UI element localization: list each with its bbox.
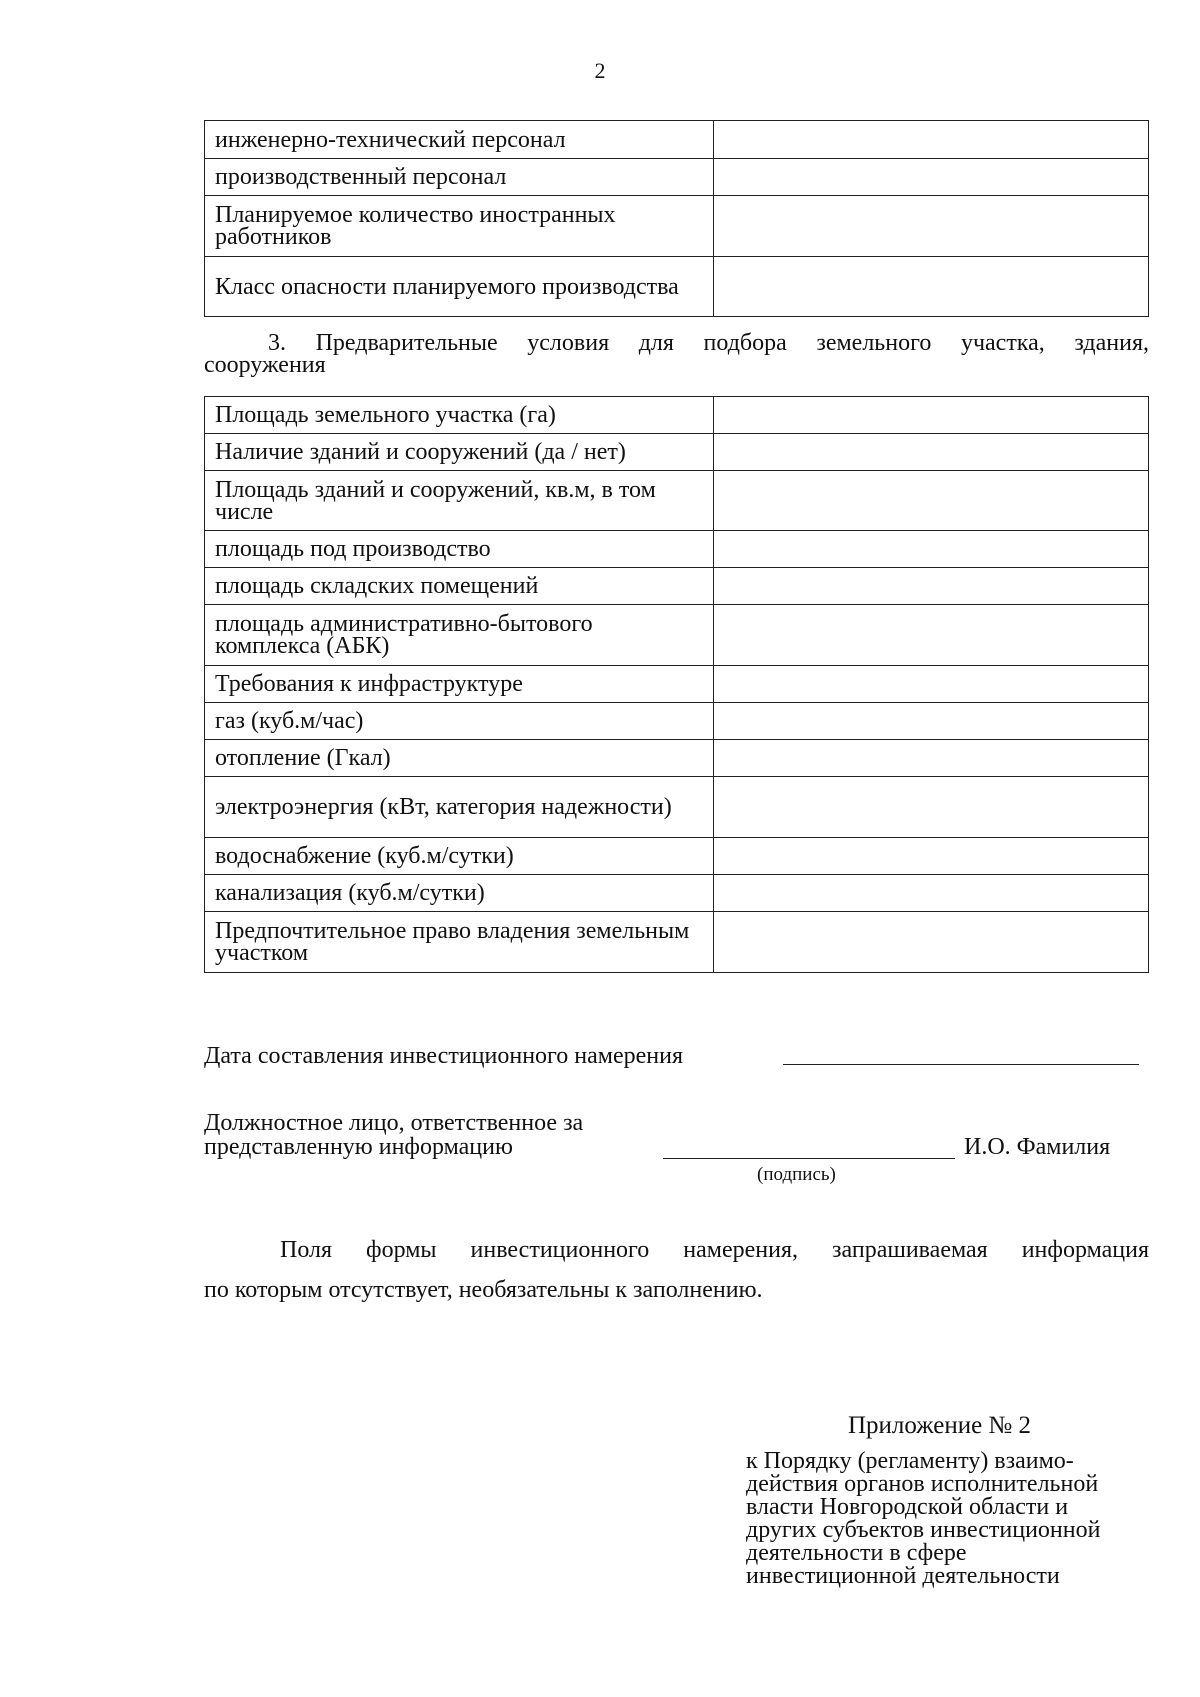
appendix-line: инвестиционной деятельности (746, 1563, 1060, 1589)
row-value-cell[interactable] (714, 605, 1149, 666)
row-label: инженерно-технический персонал (205, 121, 714, 159)
row-value-cell[interactable] (714, 838, 1149, 875)
date-input-line[interactable] (783, 1064, 1139, 1065)
table-row (205, 666, 1149, 703)
row-label: площадь складских помещений (205, 568, 714, 605)
row-label: Площадь земельного участка (га) (205, 397, 714, 434)
row-label: Площадь зданий и сооружений, кв.м, в том числе (205, 471, 714, 531)
row-value-cell[interactable] (714, 257, 1149, 317)
note-line1: Поля формы инвестиционного намерения, запрашиваемая информация (280, 1237, 1149, 1263)
table-row (205, 777, 1149, 838)
table-row (205, 703, 1149, 740)
row-label: Класс опасности планируемого производства (205, 257, 714, 317)
official-label-line2: представленную информацию (204, 1134, 513, 1160)
row-label: канализация (куб.м/сутки) (205, 875, 714, 912)
row-label: площадь под производство (205, 531, 714, 568)
appendix-line: деятельности в сфере (746, 1540, 967, 1566)
section-3-heading (204, 332, 1149, 376)
signature-line[interactable] (663, 1158, 955, 1159)
land-conditions-table (204, 396, 1149, 973)
row-value-cell[interactable] (714, 397, 1149, 434)
row-value-cell[interactable] (714, 703, 1149, 740)
row-label: производственный персонал (205, 159, 714, 196)
row-label: Предпочтительное право владения земельным участком (205, 912, 714, 973)
table-row (205, 912, 1149, 973)
row-label: Наличие зданий и сооружений (да / нет) (205, 434, 714, 471)
appendix-body (746, 1450, 1156, 1588)
note-line2: по которым отсутствует, необязательны к заполнению. (204, 1277, 763, 1303)
row-label: отопление (Гкал) (205, 740, 714, 777)
appendix-line: других субъектов инвестиционной (746, 1517, 1101, 1543)
row-value-cell[interactable] (714, 159, 1149, 196)
table-row (205, 531, 1149, 568)
row-value-cell[interactable] (714, 666, 1149, 703)
table-row (205, 838, 1149, 875)
table-row (205, 434, 1149, 471)
table-row (205, 875, 1149, 912)
row-label: площадь административно-бытового комплекса (АБК) (205, 605, 714, 666)
table-row (205, 397, 1149, 434)
table-row (205, 740, 1149, 777)
date-label: Дата составления инвестиционного намерения (204, 1043, 683, 1069)
row-label: Планируемое количество иностранных работников (205, 196, 714, 257)
section-3-heading-line1: 3. Предварительные условия для подбора земельного участка, здания, (268, 330, 1149, 356)
table-row (205, 159, 1149, 196)
official-name: И.О. Фамилия (964, 1134, 1111, 1160)
section-3-heading-line2: сооружения (204, 352, 326, 378)
row-value-cell[interactable] (714, 912, 1149, 973)
optional-fields-note (204, 1230, 1149, 1310)
table-row (205, 471, 1149, 531)
table-row (205, 605, 1149, 666)
row-label: водоснабжение (куб.м/сутки) (205, 838, 714, 875)
row-value-cell[interactable] (714, 777, 1149, 838)
table-row (205, 257, 1149, 317)
official-label-line1: Должностное лицо, ответственное за (204, 1110, 584, 1136)
row-value-cell[interactable] (714, 434, 1149, 471)
row-value-cell[interactable] (714, 196, 1149, 257)
row-value-cell[interactable] (714, 471, 1149, 531)
table-row (205, 196, 1149, 257)
table-row (205, 568, 1149, 605)
row-value-cell[interactable] (714, 531, 1149, 568)
appendix-line: к Порядку (регламенту) взаимо- (746, 1448, 1074, 1474)
appendix-title: Приложение № 2 (848, 1412, 1032, 1439)
signature-caption: (подпись) (757, 1164, 836, 1185)
appendix-line: власти Новгородской области и (746, 1494, 1069, 1520)
row-value-cell[interactable] (714, 875, 1149, 912)
row-value-cell[interactable] (714, 121, 1149, 159)
row-label: газ (куб.м/час) (205, 703, 714, 740)
row-value-cell[interactable] (714, 568, 1149, 605)
row-label: электроэнергия (кВт, категория надежности) (205, 777, 714, 838)
page-number: 2 (594, 58, 606, 83)
table-row (205, 121, 1149, 159)
row-label: Требования к инфраструктуре (205, 666, 714, 703)
appendix-line: действия органов исполнительной (746, 1471, 1099, 1497)
row-value-cell[interactable] (714, 740, 1149, 777)
personnel-table (204, 120, 1149, 317)
